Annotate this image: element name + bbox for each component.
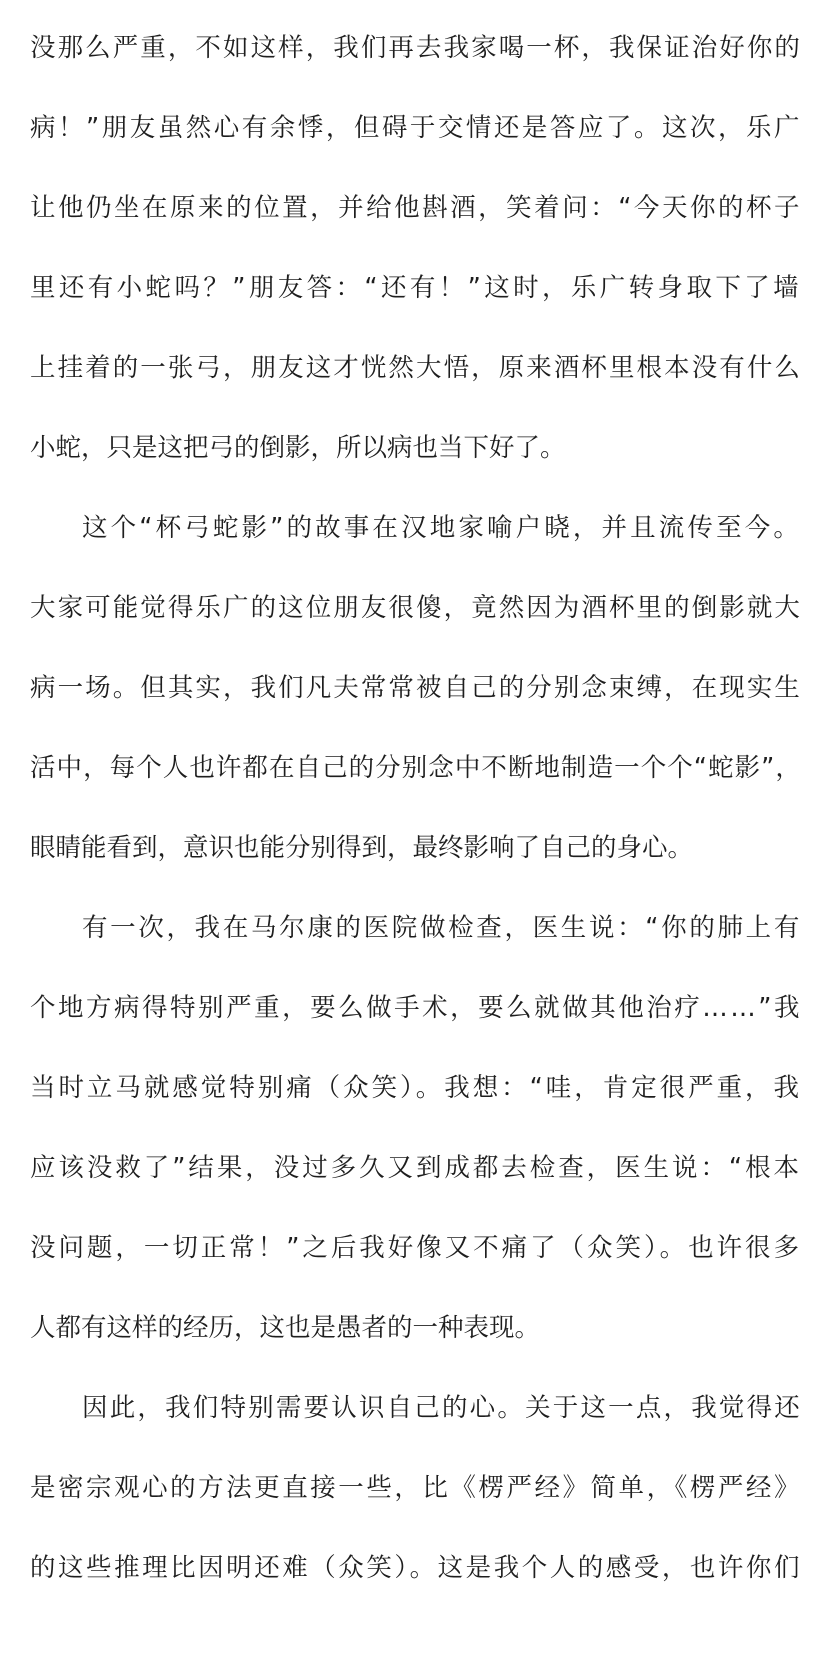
text-line: 人都有这样的经历，这也是愚者的一种表现。 bbox=[30, 1313, 541, 1343]
text-line: 活中，每个人也许都在自己的分别念中不断地制造一个个“蛇影”， bbox=[30, 753, 802, 783]
text-line: 应该没救了”结果，没过多久又到成都去检查，医生说：“根本 bbox=[30, 1153, 802, 1183]
text-line: 没那么严重，不如这样，我们再去我家喝一杯，我保证治好你的 bbox=[30, 33, 802, 63]
text-line: 是密宗观心的方法更直接一些，比《楞严经》简单，《楞严经》 bbox=[30, 1473, 802, 1503]
text-line: 病！”朋友虽然心有余悸，但碍于交情还是答应了。这次，乐广 bbox=[30, 113, 802, 143]
text-line: 让他仍坐在原来的位置，并给他斟酒，笑着问：“今天你的杯子 bbox=[30, 193, 802, 223]
text-line: 病一场。但其实，我们凡夫常常被自己的分别念束缚，在现实生 bbox=[30, 673, 802, 703]
text-line: 大家可能觉得乐广的这位朋友很傻，竟然因为酒杯里的倒影就大 bbox=[30, 593, 802, 623]
text-line: 当时立马就感觉特别痛（众笑）。我想：“哇，肯定很严重，我 bbox=[30, 1073, 802, 1103]
text-line: 上挂着的一张弓，朋友这才恍然大悟，原来酒杯里根本没有什么 bbox=[30, 353, 802, 383]
text-line: 个地方病得特别严重，要么做手术，要么就做其他治疗……”我 bbox=[30, 993, 802, 1023]
text-line: 这个“杯弓蛇影”的故事在汉地家喻户晓，并且流传至今。 bbox=[82, 513, 802, 543]
article-text bbox=[30, 0, 802, 1662]
text-line: 里还有小蛇吗？”朋友答：“还有！”这时，乐广转身取下了墙 bbox=[30, 273, 802, 303]
text-line: 有一次，我在马尔康的医院做检查，医生说：“你的肺上有 bbox=[82, 913, 802, 943]
text-line: 眼睛能看到，意识也能分别得到，最终影响了自己的身心。 bbox=[30, 833, 694, 863]
text-line: 小蛇，只是这把弓的倒影，所以病也当下好了。 bbox=[30, 433, 566, 463]
text-line: 的这些推理比因明还难（众笑）。这是我个人的感受，也许你们 bbox=[30, 1553, 802, 1583]
text-line: 因此，我们特别需要认识自己的心。关于这一点，我觉得还 bbox=[82, 1393, 802, 1423]
text-line: 没问题，一切正常！”之后我好像又不痛了（众笑）。也许很多 bbox=[30, 1233, 802, 1263]
